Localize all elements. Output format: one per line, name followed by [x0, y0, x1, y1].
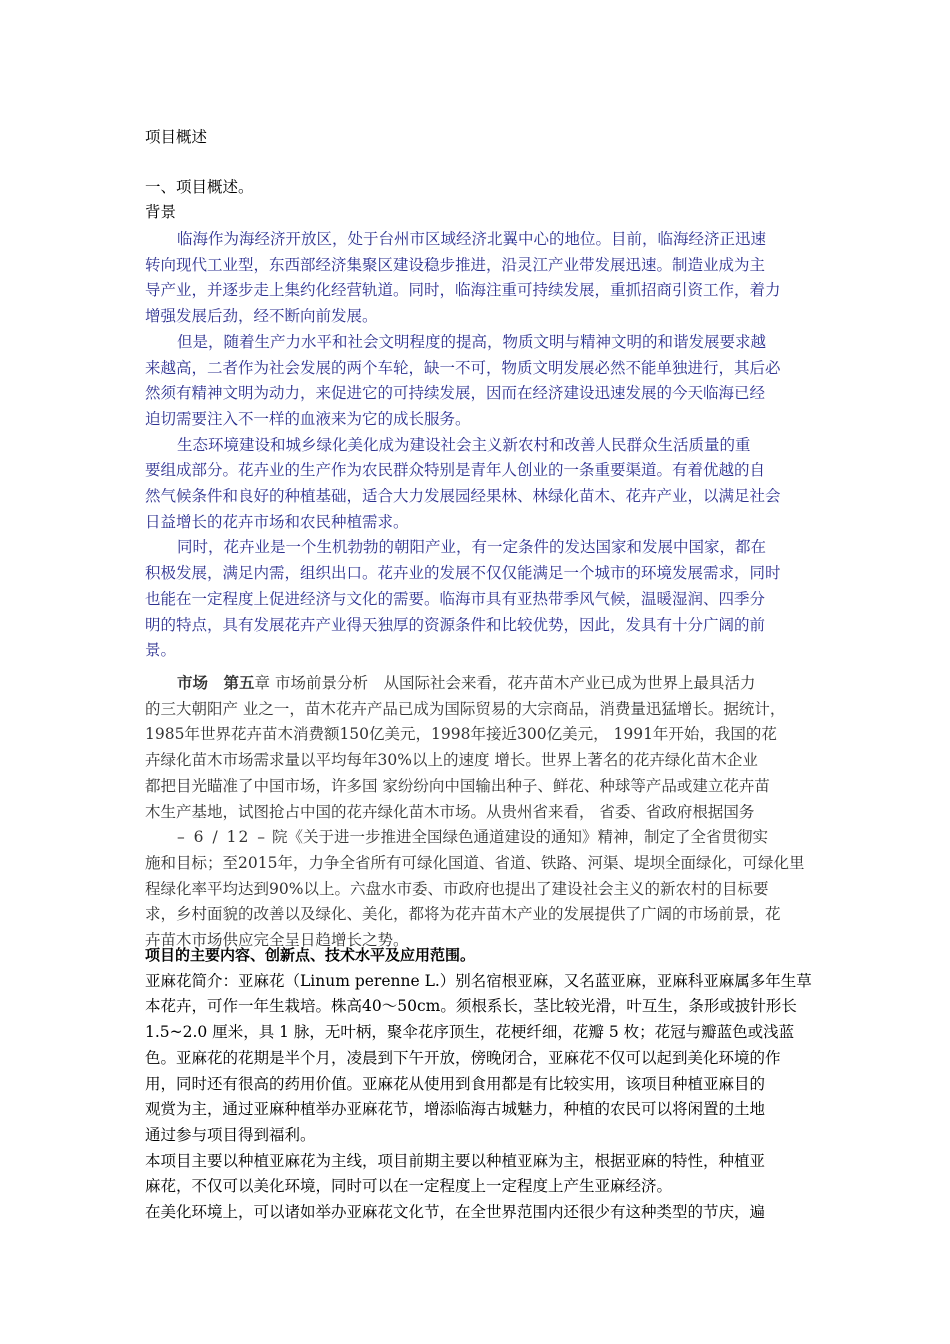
text-line: 求，乡村面貌的改善以及绿化、美化，都将为花卉苗木产业的发展提供了广阔的市场前景，花 [145, 905, 781, 924]
text-line: 增强发展后劲，经不断向前发展。 [145, 307, 378, 326]
chapter-label: 第五 [223, 673, 255, 692]
text-line: 然须有精神文明为动力，来促进它的可持续发展，因而在经济建设迅速发展的今天临海已经 [145, 384, 766, 403]
background-paragraph-3 [145, 433, 813, 536]
text-line: 麻花，不仅可以美化环境，同时可以在一定程度上一定程度上产生亚麻经济。 [145, 1177, 673, 1196]
content-section [145, 943, 813, 1226]
chapter-suffix: 章 [254, 674, 271, 692]
text-line: 施和目标；至2015年，力争全省所有可绿化国道、省道、铁路、河渠、堤坝全面绿化，可绿化里 [145, 853, 805, 872]
text-line: 景。 [145, 641, 177, 660]
text-line: 来越高，二者作为社会发展的两个车轮，缺一不可，物质文明发展必然不能单独进行，其后必 [145, 358, 781, 377]
text-line: 也能在一定程度上促进经济与文化的需要。临海市具有亚热带季风气候，温暖湿润、四季分 [145, 589, 766, 608]
text-line: 的三大朝阳产 业之一，苗木花卉产品已成为国际贸易的大宗商品，消费量迅猛增长。据统计， [145, 699, 786, 718]
text-line: 卉苗木市场供应完全呈日趋增长之势。 [145, 931, 409, 950]
text-line: 但是，随着生产力水平和社会文明程度的提高，物质文明与精神文明的和谐发展要求越 [177, 332, 767, 351]
text-line: 1985年世界花卉苗木消费额150亿美元，1998年接近300亿美元， 1991年开始，我国的花 [145, 725, 777, 744]
text-line: 1.5~2.0 厘米，具 1 脉，无叶柄，聚伞花序顶生，花梗纤细，花瓣 5 枚；花冠与瓣蓝色或浅蓝 [145, 1023, 795, 1042]
market-first-line [145, 670, 813, 697]
text-line: 通过参与项目得到福利。 [145, 1125, 316, 1144]
background-section [145, 227, 813, 664]
text-line: 同时，花卉业是一个生机勃勃的朝阳产业，有一定条件的发达国家和发展中国家，都在 [177, 538, 767, 557]
background-paragraph-1 [145, 227, 813, 330]
text-line: 都把目光瞄准了中国市场，许多国 家纷纷向中国输出种子、鲜花、种球等产品或建立花卉苗 [145, 776, 770, 795]
background-paragraph-2 [145, 330, 813, 433]
text-line: 本项目主要以种植亚麻花为主线，项目前期主要以种植亚麻为主，根据亚麻的特性，种植亚 [145, 1151, 766, 1170]
document-title: 项目概述 [145, 128, 208, 146]
section-heading: 一、项目概述。 [145, 178, 254, 196]
background-paragraph-4 [145, 535, 813, 664]
text-line: 程绿化率平均达到90%以上。六盘水市委、市政府也提出了建设社会主义的新农村的目标要 [145, 879, 769, 898]
text-line: 在美化环境上，可以诸如举办亚麻花文化节，在全世界范围内还很少有这种类型的节庆，遍 [145, 1203, 766, 1222]
page-number: – 6 / 12 – [177, 828, 268, 847]
text-line: 色。亚麻花的花期是半个月，凌晨到下午开放，傍晚闭合，亚麻花不仅可以起到美化环境的作 [145, 1048, 781, 1067]
text-line: 木生产基地，试图抢占中国的花卉绿化苗木市场。从贵州省来看， 省委、省政府根据国务 [145, 802, 755, 821]
page-number-line [145, 825, 813, 851]
text-line: 卉绿化苗木市场需求量以平均每年30%以上的速度 增长。世界上著名的花卉绿化苗木企业 [145, 751, 758, 770]
text-line: 生态环境建设和城乡绿化美化成为建设社会主义新农村和改善人民群众生活质量的重 [177, 435, 751, 454]
text-line: 明的特点，具有发展花卉产业得天独厚的资源条件和比较优势，因此，发具有十分广阔的前 [145, 615, 766, 634]
background-label: 背景 [145, 203, 177, 221]
text-segment: 院《关于进一步推进全国绿色通道建设的通知》精神，制定了全省贯彻实 [271, 828, 768, 847]
content-heading: 项目的主要内容、创新点、技术水平及应用范围。 [145, 946, 476, 964]
text-line: 临海作为海经济开放区，处于台州市区域经济北翼中心的地位。目前，临海经济正迅速 [177, 230, 767, 248]
text-line: 要组成部分。花卉业的生产作为农民群众特别是青年人创业的一条重要渠道。有着优越的自 [145, 461, 766, 480]
market-section [145, 670, 813, 954]
text-line: 积极发展，满足内需，组织出口。花卉业的发展不仅仅能满足一个城市的环境发展需求，同时 [145, 564, 781, 583]
text-line: 转向现代工业型，东西部经济集聚区建设稳步推进，沿灵江产业带发展迅速。制造业成为主 [145, 255, 766, 274]
text-line: 观赏为主，通过亚麻种植举办亚麻花节，增添临海古城魅力，种植的农民可以将闲置的土地 [145, 1100, 766, 1119]
text-line: 用，同时还有很高的药用价值。亚麻花从使用到食用都是有比较实用，该项目种植亚麻目的 [145, 1074, 766, 1093]
text-line: 然气候条件和良好的种植基础，适合大力发展园经果林、林绿化苗木、花卉产业，以满足社会 [145, 487, 781, 506]
text-line: 日益增长的花卉市场和农民种植需求。 [145, 512, 409, 531]
market-label: 市场 [177, 673, 209, 692]
text-line: 迫切需要注入不一样的血液来为它的成长服务。 [145, 409, 471, 428]
text-line: 亚麻花简介：亚麻花（Linum perenne L.）别名宿根亚麻，又名蓝亚麻，亚麻科亚麻属多年生草 [145, 971, 812, 990]
text-line: 本花卉，可作一年生栽培。株高40～50cm。须根系长，茎比较光滑，叶互生，条形或披针形长 [145, 997, 797, 1016]
text-line: 导产业，并逐步走上集约化经营轨道。同时，临海注重可持续发展，重抓招商引资工作，着力 [145, 281, 781, 300]
text-segment: 市场前景分析 从国际社会来看，花卉苗木产业已成为世界上最具活力 [275, 674, 756, 692]
